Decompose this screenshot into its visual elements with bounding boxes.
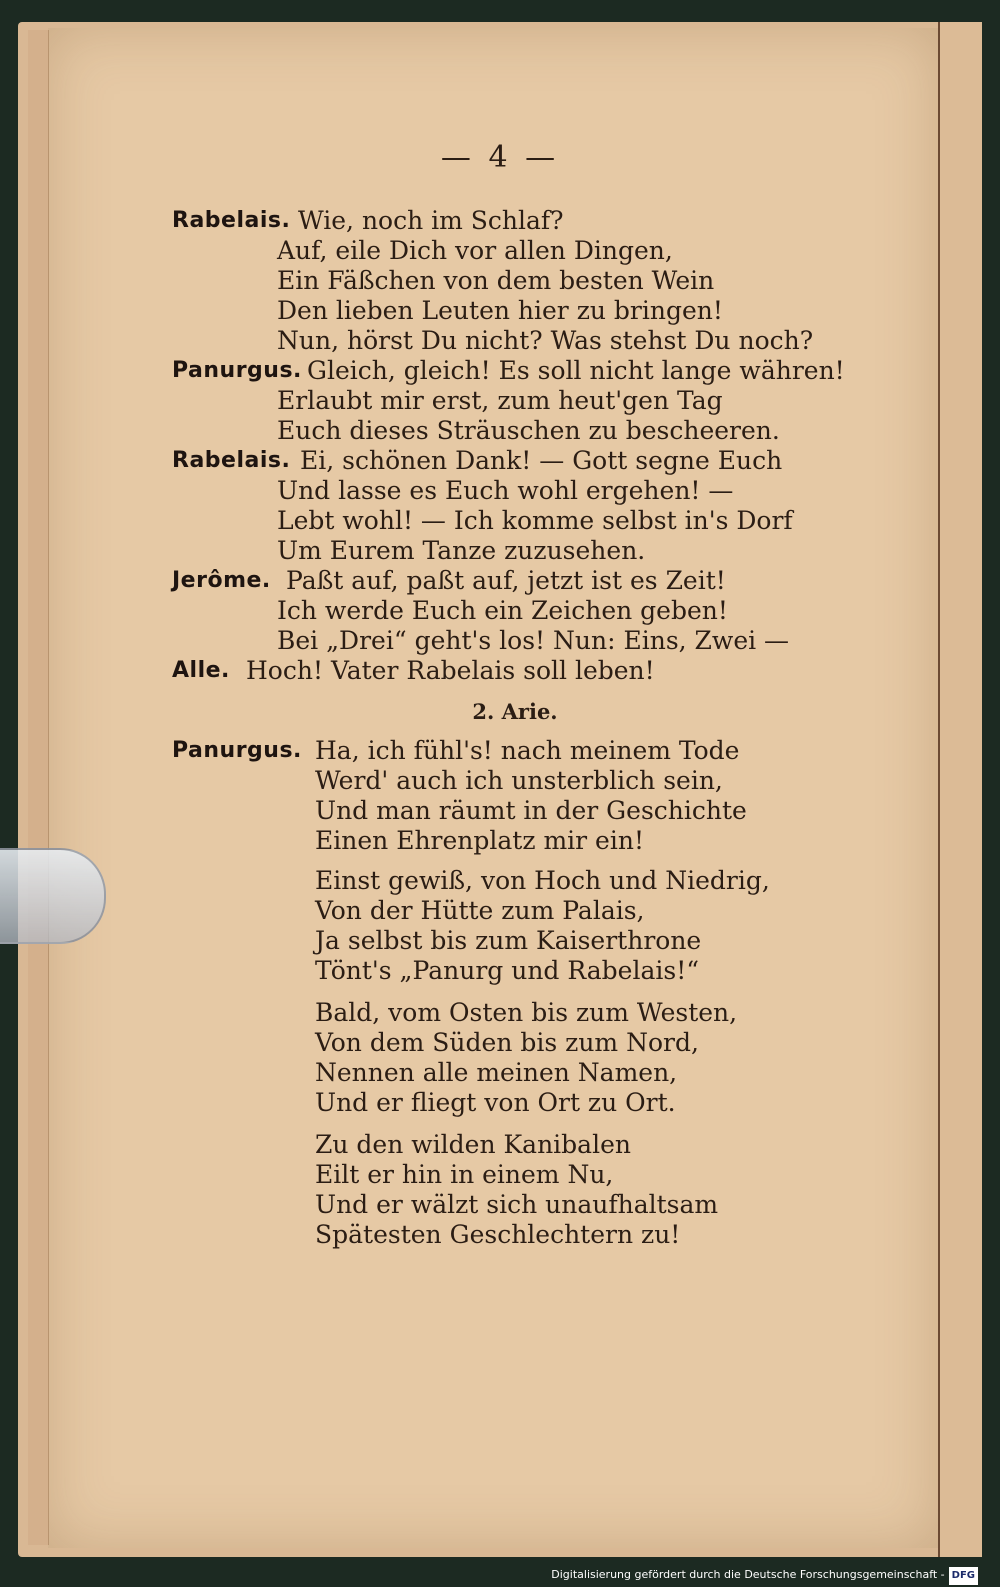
verse-line: Zu den wilden Kanibalen xyxy=(315,1130,631,1159)
verse-line: Nennen alle meinen Namen, xyxy=(315,1058,678,1087)
verse-line: Und man räumt in der Geschichte xyxy=(315,796,747,825)
verse-line: Und er wälzt sich unaufhaltsam xyxy=(315,1190,719,1219)
speaker-panurgus: Panurgus. xyxy=(172,738,302,763)
speaker-panurgus: Panurgus. xyxy=(172,358,302,383)
speaker-jerome: Jerôme. xyxy=(172,568,271,593)
verse-line: Den lieben Leuten hier zu bringen! xyxy=(277,296,723,325)
speaker-rabelais: Rabelais. xyxy=(172,448,291,473)
verse-line: Tönt's „Panurg und Rabelais!“ xyxy=(315,956,700,985)
verse-line: Euch dieses Sträuschen zu bescheeren. xyxy=(277,416,780,445)
next-page-edge xyxy=(938,22,982,1557)
verse-line: Einen Ehrenplatz mir ein! xyxy=(315,826,644,855)
verse-line: Bald, vom Osten bis zum Westen, xyxy=(315,998,738,1027)
verse-line: Gleich, gleich! Es soll nicht lange währen! xyxy=(307,356,845,385)
verse-line: Einst gewiß, von Hoch und Niedrig, xyxy=(315,866,770,895)
verse-line: Ha, ich fühl's! nach meinem Tode xyxy=(315,736,740,765)
verse-line: Auf, eile Dich vor allen Dingen, xyxy=(277,236,673,265)
verse-line: Lebt wohl! — Ich komme selbst in's Dorf xyxy=(277,506,793,535)
verse-line: Hoch! Vater Rabelais soll leben! xyxy=(246,656,655,685)
verse-line: Ei, schönen Dank! — Gott segne Euch xyxy=(300,446,783,475)
verse-line: Von der Hütte zum Palais, xyxy=(315,896,645,925)
verse-line: Spätesten Geschlechtern zu! xyxy=(315,1220,681,1249)
digitization-footer xyxy=(551,1566,978,1585)
scanner-clip xyxy=(0,848,106,944)
verse-line: Erlaubt mir erst, zum heut'gen Tag xyxy=(277,386,723,415)
aria-heading: 2. Arie. xyxy=(472,699,558,724)
speaker-rabelais: Rabelais. xyxy=(172,208,291,233)
verse-line: Und lasse es Euch wohl ergehen! — xyxy=(277,476,734,505)
verse-line: Ein Fäßchen von dem besten Wein xyxy=(277,266,715,295)
page-stack-edge xyxy=(28,30,49,1545)
speaker-alle: Alle. xyxy=(172,658,230,683)
verse-line: Paßt auf, paßt auf, jetzt ist es Zeit! xyxy=(286,566,726,595)
verse-line: Werd' auch ich unsterblich sein, xyxy=(315,766,723,795)
verse-line: Bei „Drei“ geht's los! Nun: Eins, Zwei — xyxy=(277,626,790,655)
page-number: — 4 — xyxy=(440,140,560,175)
verse-line: Von dem Süden bis zum Nord, xyxy=(315,1028,699,1057)
dfg-logo: DFG xyxy=(949,1567,978,1585)
verse-line: Und er fliegt von Ort zu Ort. xyxy=(315,1088,676,1117)
verse-line: Wie, noch im Schlaf? xyxy=(298,206,564,235)
verse-line: Um Eurem Tanze zuzusehen. xyxy=(277,536,646,565)
verse-line: Nun, hörst Du nicht? Was stehst Du noch? xyxy=(277,326,814,355)
footer-text: Digitalisierung gefördert durch die Deutsche Forschungsgemeinschaft - xyxy=(551,1568,945,1581)
verse-line: Eilt er hin in einem Nu, xyxy=(315,1160,614,1189)
verse-line: Ja selbst bis zum Kaiserthrone xyxy=(315,926,702,955)
verse-line: Ich werde Euch ein Zeichen geben! xyxy=(277,596,728,625)
